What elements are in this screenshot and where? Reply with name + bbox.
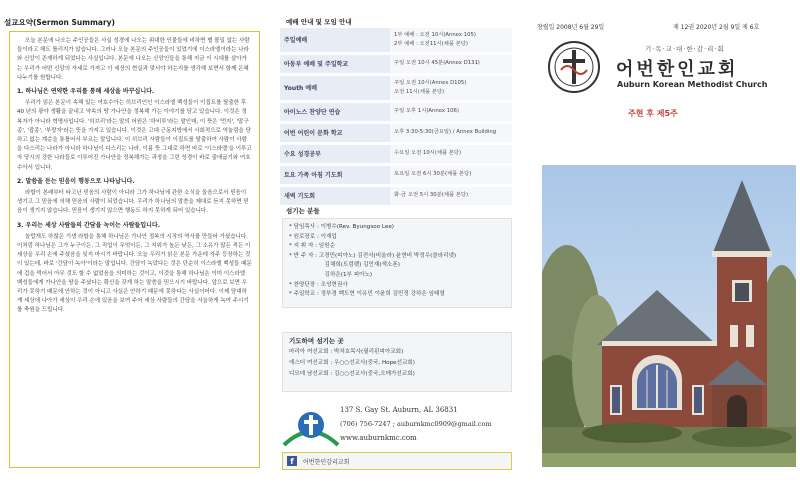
- service-name: 새벽 기도회: [280, 187, 390, 205]
- sermon-point-2: 2. 말씀을 듣는 믿음이 행동으로 나타납니다.: [17, 177, 135, 185]
- prayer-title: 기도하며 섬기는 곳: [289, 337, 344, 345]
- service-name: Youth 예배: [280, 76, 390, 100]
- service-row: [280, 28, 512, 52]
- sermon-paragraph: 라합이 본래부터 타고난 믿음의 사람이 아니라 그가 하나님에 관한 소식을 들음으로서 믿음이 생기고 그 믿음에 의해 믿음의 사람이 되었습니다. 우리가 하나님의 말씀을 제대로 듣지 못하면 믿음이 생기지 않습니다. 믿음이 생기지 않으면 행동도 하지 못하게 되어 있습니다.: [17, 190, 249, 215]
- info-column: [280, 0, 515, 485]
- service-row: [280, 76, 512, 100]
- service-time-line: 오후 3:30-5:30(금요일) / Annex Building: [394, 129, 497, 136]
- service-time: [390, 145, 512, 163]
- service-time-line: 오전 11시(채플 본당): [394, 88, 445, 95]
- service-time: [390, 55, 512, 73]
- service-time-line: 토요일 오전 6시 30분(채플 본당): [394, 171, 472, 178]
- service-time-line: 화-금 오전 5시 30분(채플 본당): [394, 192, 469, 199]
- staff-line: * 지 휘 자 : 임원순: [289, 243, 335, 250]
- service-time: [390, 76, 512, 100]
- service-row: [280, 166, 512, 184]
- service-row: [280, 124, 512, 142]
- prayer-box: [282, 332, 512, 392]
- service-name: 주일예배: [280, 28, 390, 52]
- prayer-line: 에스더 여선교회 : 우○○선교사(중국, Hope선교회): [289, 360, 415, 366]
- service-row: [280, 55, 512, 73]
- service-name: 수요 성경공부: [280, 145, 390, 163]
- denomination-label: 기·독·교·대·한·감·리·회: [645, 45, 725, 53]
- liturgical-week: 주현 후 제5주: [628, 109, 678, 118]
- sermon-paragraph: 놀랍게도 하찮은 기생 라합을 통해 하나님은 가나안 정복의 시작의 역사를 만들어 가셨습니다. 이처럼 하나님은 그가 누구이든, 그 직업이 무엇이든, 그 지위가 높든 낮든, 그 소유가 많든 적든 이 세상을 우리 손에 주셨음을 잊지 마시기 바랍니다. 오늘 우리가 읽은 본문 가운데 자주 등장하는 것이 있는데, 바로 '간담이 녹아'이라는 말입니다. 간담이 녹았다는 것은 단순히 이스라엘 백성들 때문에 겁을 먹어서 아무 것도 할 수 없었음을 의미하는 것이고, 이것을 통해 하나님은 이미 이스라엘 백성들에게 가나안을 땅을 주셨다는 확신을 갖게 하는 말씀을 믿으시기 바랍니다. 앞으로 보면 우리가 못하기 때문에 안하는 것이 아니고 사실은 안하기 때문에 못하다는 사실이어다. 이제 담대하게 세상에 나아가 세상이 우리 손에 있음을 보여 주어 세상 사람들의 간담을 서늘하게 녹여 주시기를 축원을 드립니다.: [17, 233, 252, 314]
- sermon-point-1: 1. 하나님은 연약한 우리를 통해 세상을 바꾸십니다.: [17, 88, 155, 96]
- service-name: 토요 가족 아침 기도회: [280, 166, 390, 184]
- staff-box: [282, 218, 512, 308]
- service-time: [390, 103, 512, 121]
- sermon-heading: 설교요약(Sermon Summary): [4, 18, 115, 27]
- contact-address: 137 S. Gay St. Auburn, AL 36831: [340, 406, 458, 414]
- service-row: [280, 187, 512, 205]
- staff-line: 김채희(트럼펫) 김민재(색소폰): [289, 262, 400, 269]
- service-time-line: 수요일 오전 10시(채플 본당): [394, 150, 462, 157]
- staff-line: * 원로장로 : 이재업: [289, 233, 337, 240]
- service-time-line: 주일 오후 1시(Annex 106): [394, 108, 459, 115]
- church-cross-logo-icon: [282, 401, 340, 451]
- founded-date: 창립일 2008년 6월 29일: [537, 24, 605, 31]
- contact-phone-email[interactable]: (706) 756-7247 ; auburnkmc0909@gmail.com: [340, 420, 492, 428]
- staff-line: * 주일학교 : 정부경 백도현 이유민 이윤희 김민정 강하은 임태열: [289, 291, 445, 298]
- sermon-point-3: 3. 우리는 세상 사람들의 간담을 녹이는 사람들입니다.: [17, 221, 160, 229]
- staff-line: * 담임목사 : 이병수(Rev. Byungsoo Lee): [289, 224, 394, 230]
- services-title: 예배 안내 및 모임 안내: [286, 18, 352, 26]
- service-time: [390, 28, 512, 52]
- service-time: [390, 187, 512, 205]
- church-name-english: Auburn Korean Methodist Church: [617, 80, 768, 89]
- service-time-line: 1부 예배 : 오전 10시(Annex 105): [394, 31, 476, 38]
- service-row: [280, 103, 512, 121]
- service-time-line: 2부 예배 : 오전11시(채플 본당): [394, 40, 468, 47]
- service-time: [390, 124, 512, 142]
- cover-column: [520, 0, 800, 485]
- sermon-column: [0, 0, 268, 485]
- methodist-emblem-icon: [547, 40, 601, 94]
- staff-line: * 찬양단장 : 조성현권사: [289, 281, 348, 288]
- service-name: 어번 어린이 문화 학교: [280, 124, 390, 142]
- facebook-icon: f: [287, 456, 297, 466]
- church-building-photo: [542, 165, 796, 467]
- service-name: 아이노스 찬양단 연습: [280, 103, 390, 121]
- services-table: [280, 28, 512, 208]
- service-time: [390, 166, 512, 184]
- contact-block: [282, 398, 512, 453]
- sermon-paragraph: 오늘 본문에 나오는 주인공들은 사실 성경에 나오는 위대한 인물들에 비하면 별 볼일 없는 사람들이라고 해도 틀리지가 않습니다. 그러나 오늘 본문의 주인공들이 있었기에 이스라엘이라는 나라와 신앙이 존재하게 되었다는 사실입니다. 본문에 나오는 신앙인들을 통해 지금 이 시대를 살아가는 우리가 어떤 신앙의 자세로 가져고 이 세상의 현실과 맞서야 하는지를 생각해 보면서 함께 은혜 나누기를 원합니다.: [17, 38, 250, 81]
- facebook-label: 어번한인감리교회: [303, 459, 350, 466]
- service-time-line: 주일 오전 10시 45분(Annex D131): [394, 60, 480, 67]
- service-row: [280, 145, 512, 163]
- staff-line: 김하은(1부 피아노): [289, 271, 373, 278]
- sermon-box: [9, 31, 260, 468]
- sermon-paragraph: 우리가 읽은 본문이 속해 있는 여호수아는 히브리인인 이스라엘 백성들이 이집트를 탈출한 후 40 년의 광야 생활을 끝내고 약속의 땅 가나안을 정복해 가는 이야기를 담고 있습니다. 이것은 정복자가 아니라 혁명사입니다. '히브리'라는 말의 어원은 '하비루'라는 말인데, 이 뜻은 '먼지', '말구종', '잡종', '부랑자'라는 뜻을 가지고 있습니다. 이것은 고대 근동지방에서 사회적으로 억눌림을 당하고 없는 계층을 통틀어서 부르는 말입니다. 이 히브리 사람들이 이집트를 탈출하여 사람이 사람을 다스리는 나라가 아니라 하나님이 다스리는 나라, 이름 뜻 그대로 하면 바로 '이스라엘'을 이루고자 당시의 강한 나라들로 이루어진 가나안을 정복해가는 과정을 그린 성경이 바로 출애굽기와 여호수아서 입니다.: [17, 100, 252, 171]
- prayer-line: 마리아 여선교회 : 박처호목사(필리핀피아교회): [289, 349, 404, 355]
- facebook-bar[interactable]: [282, 452, 512, 470]
- contact-website[interactable]: www.auburnkmc.com: [340, 434, 417, 442]
- issue-info: 제 12권 2020년 2월 9일 제 6호: [673, 24, 760, 31]
- service-name: 아동부 예배 및 주일학교: [280, 55, 390, 73]
- staff-title: 섬기는 분들: [286, 207, 320, 215]
- church-name-korean: 어번한인교회: [616, 59, 739, 80]
- service-time-line: 주일 오전 10시(Annex D105): [394, 79, 467, 86]
- staff-line: * 반 주 자 : 고경민(피아노) 김전서(비올라) 윤현비 박정우(클라리넷): [289, 252, 457, 259]
- prayer-line: 디모데 남선교회 : 김○○선교사(중국,오메가선교회): [289, 371, 415, 377]
